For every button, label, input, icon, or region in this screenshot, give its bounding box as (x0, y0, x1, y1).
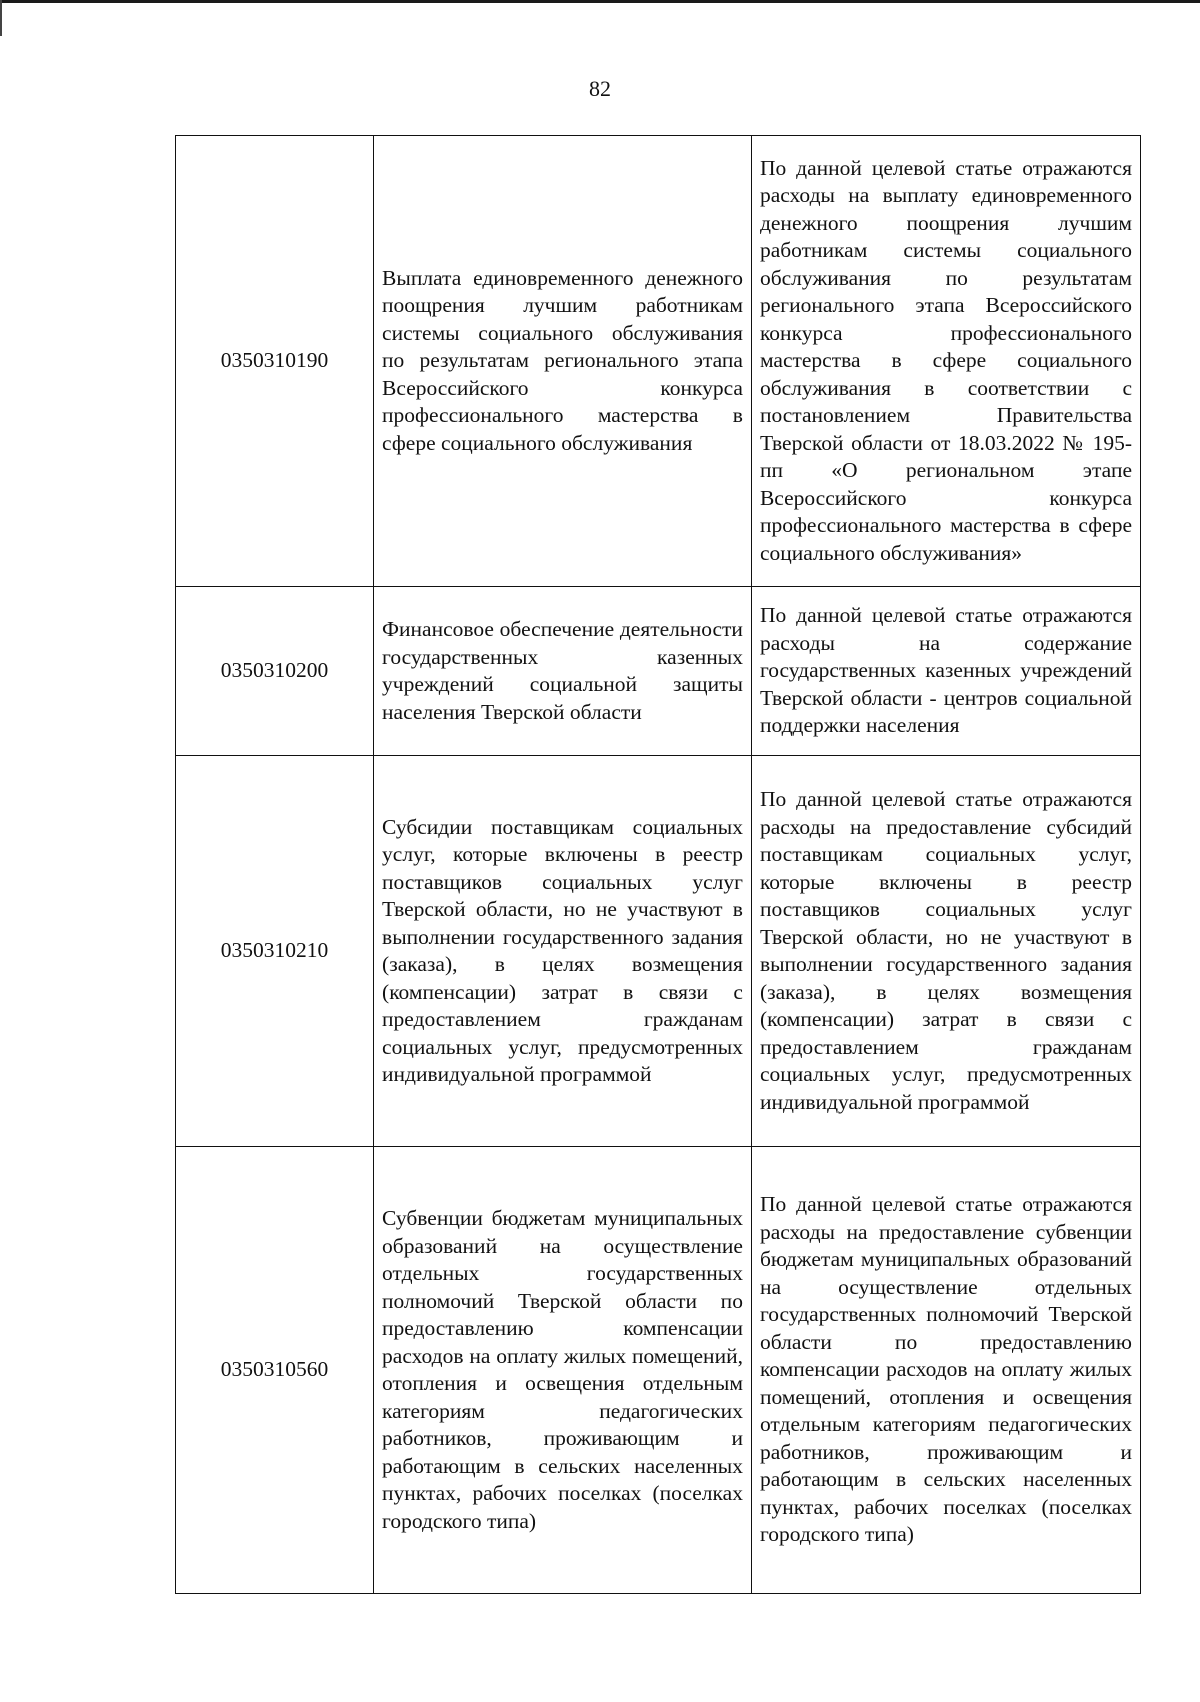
article-name: Субвенции бюджетам муниципальных образований на осуществление отдельных государственных полномочий Тверской области по предоставлению компенсации расходов на оплату жилых помещений, отопления и освещения отдельным категориям педагогических работников, проживающим и работающим в сельских населенных пунктах, рабочих поселках (поселках городского типа) (374, 1147, 752, 1594)
table-row (176, 136, 1141, 587)
article-description: По данной целевой статье отражаются расходы на выплату единовременного денежного поощрения лучшим работникам системы социального обслуживания по результатам регионального этапа Всероссийского конкурса профессионального мастерства в сфере социального обслуживания в соответствии с постановлением Правительства Тверской области от 18.03.2022 № 195-пп «О региональном этапе Всероссийского конкурса профессионального мастерства в сфере социального обслуживания» (751, 136, 1140, 587)
article-code: 0350310560 (176, 1147, 374, 1594)
article-description: По данной целевой статье отражаются расходы на предоставление субвенции бюджетам муниципальных образований на осуществление отдельных государственных полномочий Тверской области по предоставлению компенсации расходов на оплату жилых помещений, отопления и освещения отдельным категориям педагогических работников, проживающим и работающим в сельских населенных пунктах, рабочих поселках (поселках городского типа) (751, 1147, 1140, 1594)
article-name: Финансовое обеспечение деятельности государственных казенных учреждений социальной защиты населения Тверской области (374, 587, 752, 756)
article-description: По данной целевой статье отражаются расходы на содержание государственных казенных учреждений Тверской области - центров социальной поддержки населения (751, 587, 1140, 756)
table-row (176, 1147, 1141, 1594)
target-articles-table (175, 135, 1141, 1594)
page-number: 82 (589, 76, 611, 101)
article-description: По данной целевой статье отражаются расходы на предоставление субсидий поставщикам социальных услуг, которые включены в реестр поставщиков социальных услуг Тверской области, но не участвуют в выполнении государственного задания (заказа), в целях возмещения (компенсации) затрат в связи с предоставлением гражданам социальных услуг, предусмотренных индивидуальной программой (751, 756, 1140, 1147)
article-name: Выплата единовременного денежного поощрения лучшим работникам системы социального обслуживания по результатам регионального этапа Всероссийского конкурса профессионального мастерства в сфере социального обслуживания (374, 136, 752, 587)
scan-top-edge (0, 0, 1200, 3)
article-code: 0350310210 (176, 756, 374, 1147)
article-code: 0350310190 (176, 136, 374, 587)
article-code: 0350310200 (176, 587, 374, 756)
table-row (176, 587, 1141, 756)
article-name: Субсидии поставщикам социальных услуг, которые включены в реестр поставщиков социальных услуг Тверской области, но не участвуют в выполнении государственного задания (заказа), в целях возмещения (компенсации) затрат в связи с предоставлением гражданам социальных услуг, предусмотренных индивидуальной программой (374, 756, 752, 1147)
table-row (176, 756, 1141, 1147)
scan-left-edge (0, 0, 2, 36)
